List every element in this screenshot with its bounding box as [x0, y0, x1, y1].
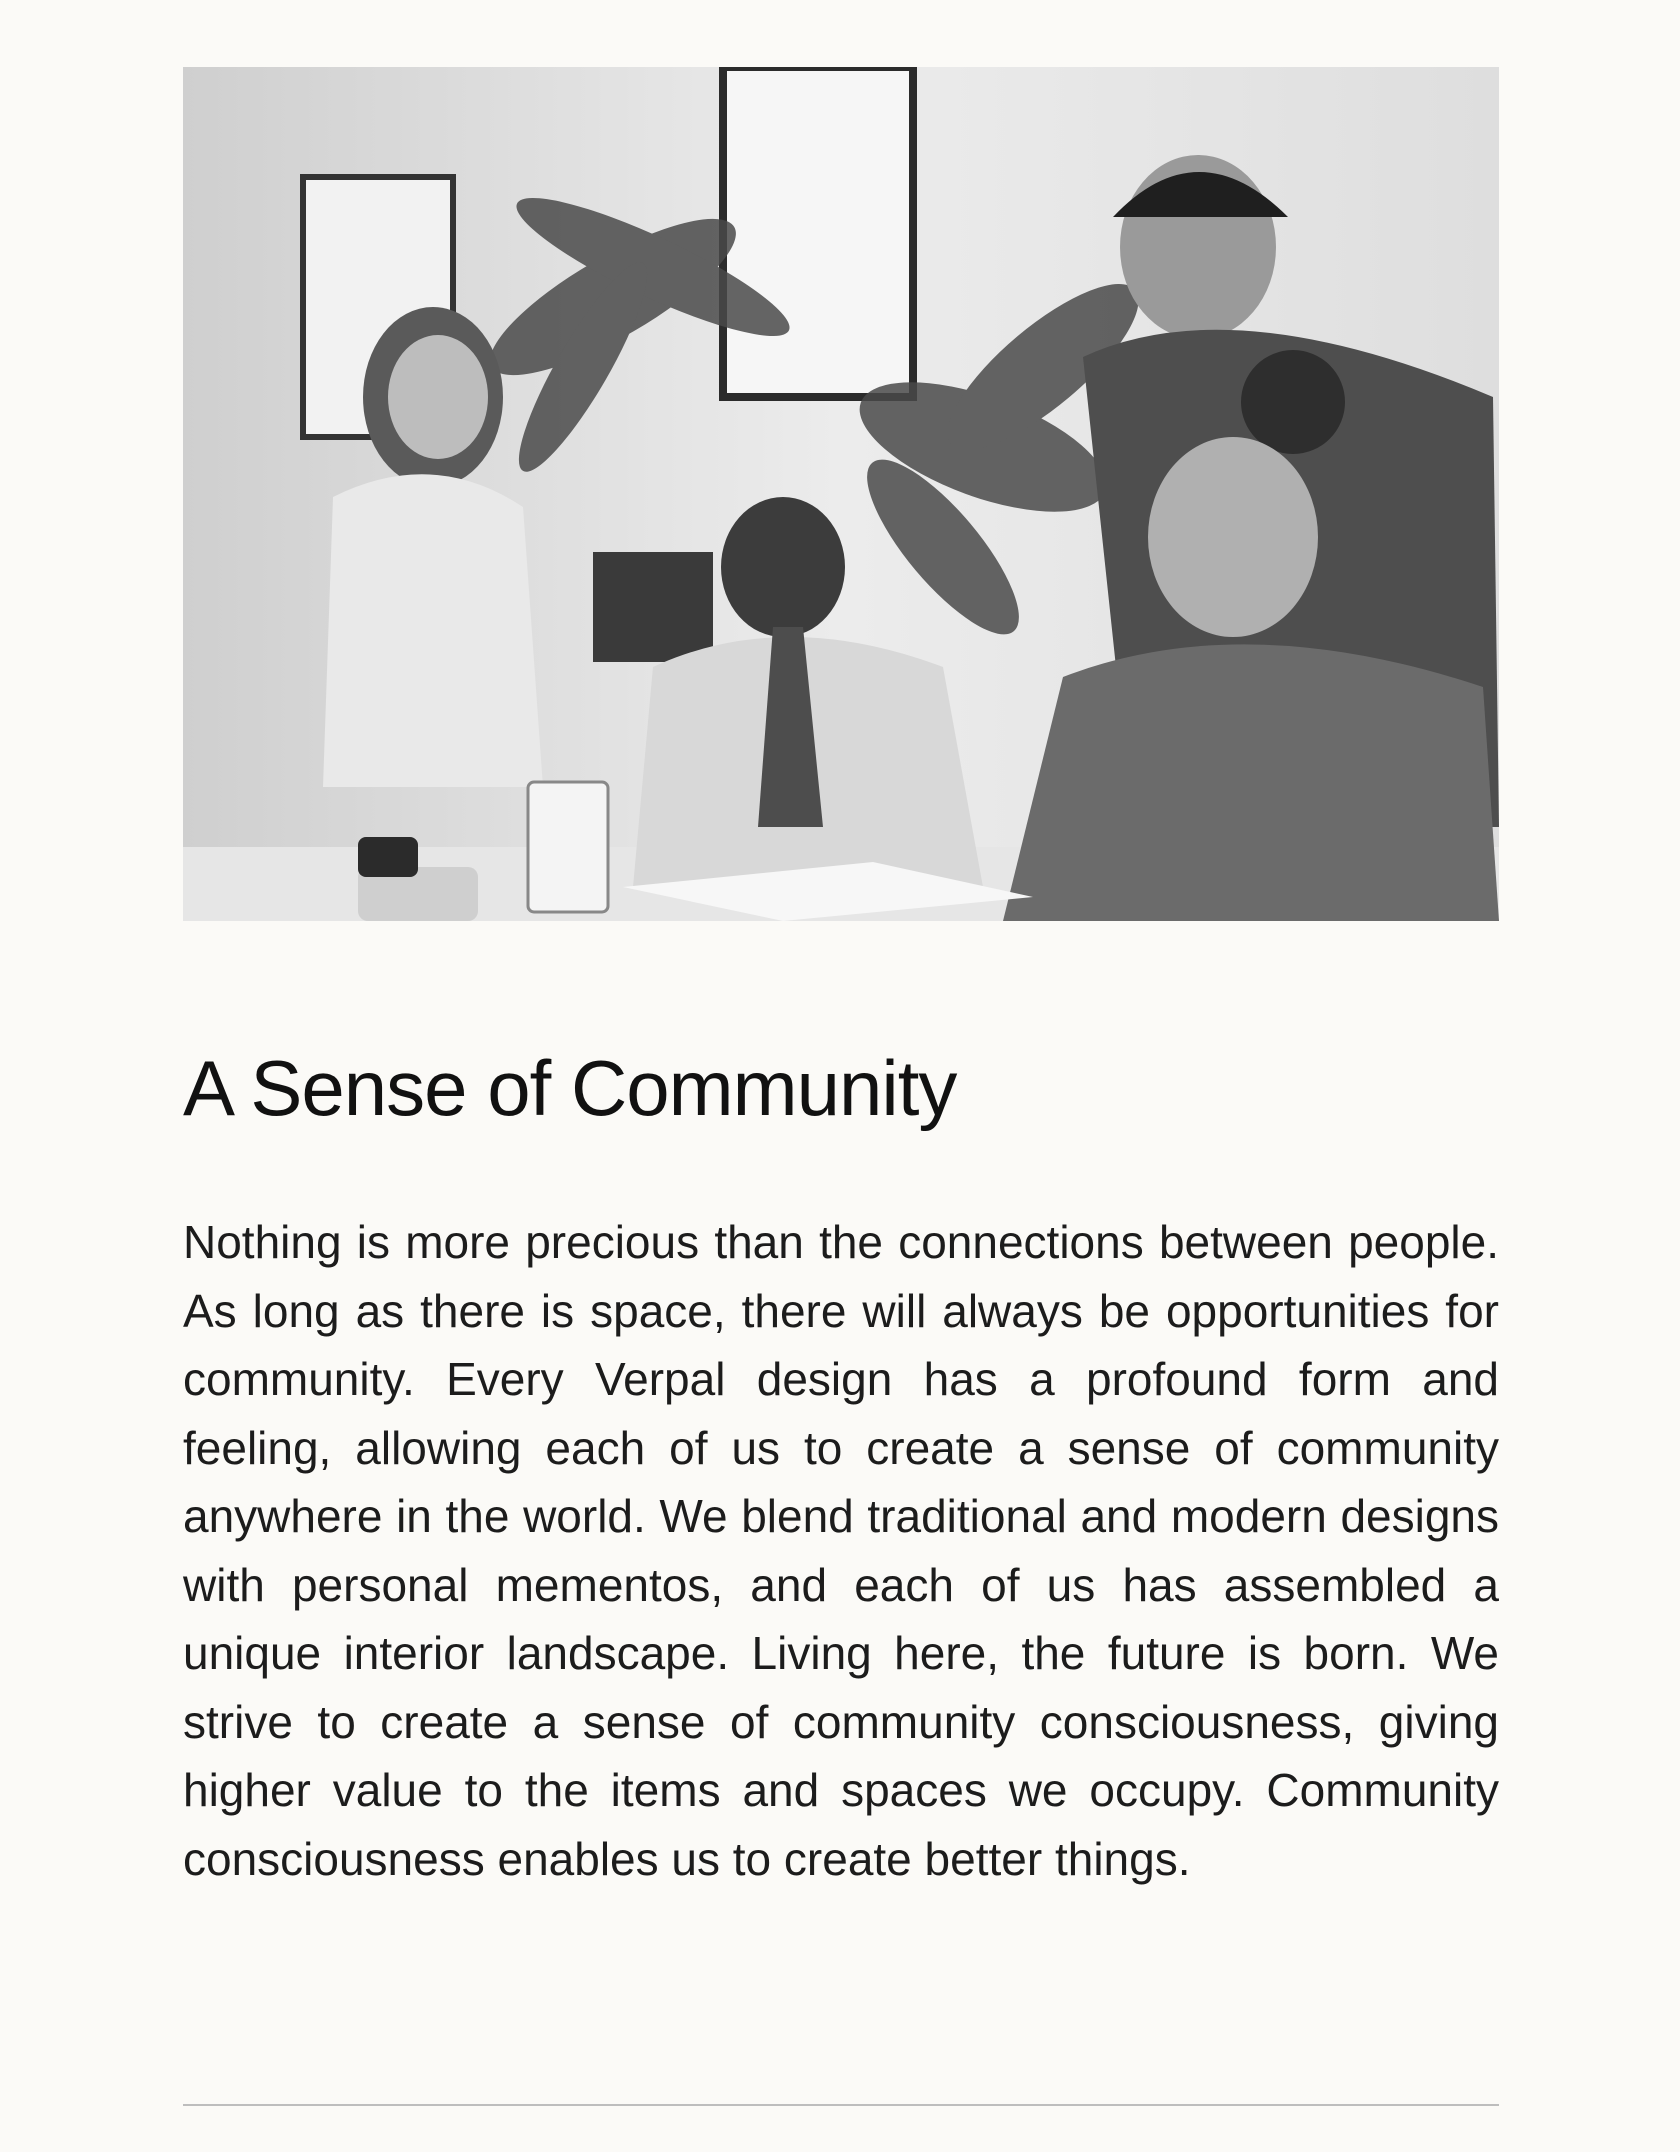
community-photo-illustration [183, 67, 1499, 921]
section-title: A Sense of Community [183, 1044, 957, 1132]
section-body-paragraph: Nothing is more precious than the connections between people. As long as there is space, there will always be opportunities for community. Every Verpal design has a profound form and feeling, allowing each of us to create a sense of community anywhere in the world. We blend traditional and modern designs with personal mementos, and each of us has assembled a unique interior landscape. Living here, the future is born. We strive to create a sense of community consciousness, giving higher value to the items and spaces we occupy. Community consciousness enables us to create better things. [183, 1216, 1499, 1885]
hero-photo [183, 67, 1499, 921]
section-divider [183, 2104, 1499, 2106]
